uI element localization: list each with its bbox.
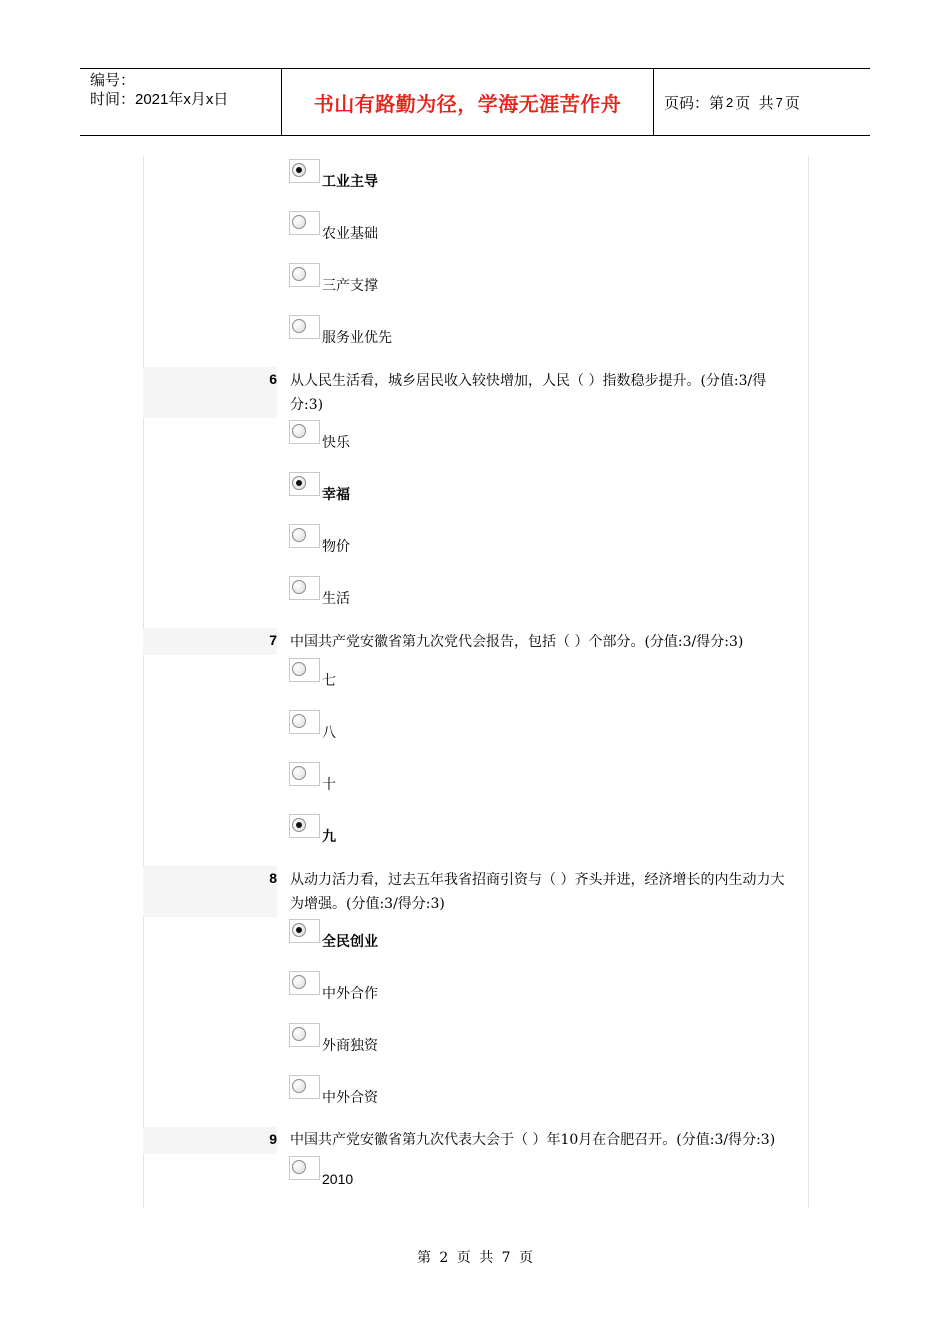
radio-button-icon[interactable]	[292, 215, 306, 229]
option-label: 物价	[322, 539, 350, 555]
radio-box	[289, 576, 320, 600]
page-current: 2	[726, 94, 734, 110]
radio-button-icon[interactable]	[292, 476, 306, 490]
question-text-line: 中国共产党安徽省第九次党代会报告，包括（ ）个部分。(分值:3/得分:3)	[290, 634, 744, 650]
option-label: 九	[322, 829, 336, 845]
radio-button-icon[interactable]	[292, 528, 306, 542]
option-label: 中外合资	[322, 1090, 378, 1106]
option-row[interactable]	[289, 762, 689, 796]
option-row[interactable]	[289, 971, 689, 1005]
option-label: 三产支撑	[322, 278, 378, 294]
number-label: 编号：	[90, 72, 136, 89]
question-text-line: 为增强。(分值:3/得分:3)	[290, 896, 445, 912]
question-text	[290, 630, 800, 654]
question-number: 6	[269, 371, 277, 387]
option-label: 农业基础	[322, 226, 378, 242]
radio-box	[289, 971, 320, 995]
option-row[interactable]	[289, 211, 689, 245]
radio-button-icon[interactable]	[292, 580, 306, 594]
option-row[interactable]	[289, 263, 689, 297]
radio-box	[289, 919, 320, 943]
header-motto: 书山有路勤为径，学海无涯苦作舟	[313, 91, 622, 116]
option-row[interactable]	[289, 472, 689, 506]
radio-box	[289, 159, 320, 183]
radio-box	[289, 263, 320, 287]
radio-button-icon[interactable]	[292, 766, 306, 780]
option-row[interactable]	[289, 420, 689, 454]
option-row[interactable]	[289, 159, 689, 193]
radio-box	[289, 1023, 320, 1047]
header-motto-cell	[282, 69, 654, 135]
option-row[interactable]	[289, 1075, 689, 1109]
page-total: 7	[775, 94, 783, 110]
radio-box	[289, 420, 320, 444]
question-text-line: 中国共产党安徽省第九次代表大会于（ ）年10月在合肥召开。(分值:3/得分:3)	[290, 1132, 776, 1148]
radio-box	[289, 315, 320, 339]
radio-button-icon[interactable]	[292, 267, 306, 281]
page-footer: 第 2 页 共 7 页	[416, 1250, 534, 1266]
page-prefix: 页码：第	[664, 94, 725, 112]
option-row[interactable]	[289, 814, 689, 848]
option-label: 服务业优先	[322, 330, 392, 346]
radio-box	[289, 710, 320, 734]
option-label: 七	[322, 673, 336, 689]
question-number: 7	[269, 632, 277, 648]
option-label: 十	[322, 777, 336, 793]
option-label: 幸福	[322, 487, 350, 503]
question-text-line: 从人民生活看，城乡居民收入较快增加，人民（ ）指数稳步提升。(分值:3/得	[290, 373, 767, 389]
question-text	[290, 868, 800, 916]
option-row[interactable]	[289, 315, 689, 349]
page-mid: 页 共	[735, 94, 774, 112]
option-row[interactable]	[289, 576, 689, 610]
page-suffix: 页	[784, 94, 800, 112]
radio-button-icon[interactable]	[292, 163, 306, 177]
radio-button-icon[interactable]	[292, 975, 306, 989]
radio-box	[289, 472, 320, 496]
option-row[interactable]	[289, 1023, 689, 1057]
option-label: 2010	[322, 1171, 354, 1187]
radio-button-icon[interactable]	[292, 1079, 306, 1093]
radio-button-icon[interactable]	[292, 319, 306, 333]
page-header	[80, 68, 870, 136]
question-text	[290, 369, 800, 417]
question-number: 8	[269, 870, 277, 886]
radio-button-icon[interactable]	[292, 923, 306, 937]
option-label: 八	[322, 725, 336, 741]
option-row[interactable]	[289, 524, 689, 558]
radio-button-icon[interactable]	[292, 662, 306, 676]
option-row[interactable]	[289, 1156, 689, 1190]
question-number: 9	[269, 1131, 277, 1147]
radio-box	[289, 1075, 320, 1099]
radio-button-icon[interactable]	[292, 714, 306, 728]
radio-box	[289, 211, 320, 235]
option-label: 工业主导	[322, 174, 378, 190]
radio-button-icon[interactable]	[292, 1160, 306, 1174]
radio-box	[289, 814, 320, 838]
option-label: 中外合作	[322, 986, 378, 1002]
option-row[interactable]	[289, 658, 689, 692]
time-label: 时间：2021年x月x日	[90, 91, 229, 108]
question-text	[290, 1128, 800, 1152]
radio-box	[289, 762, 320, 786]
radio-box	[289, 658, 320, 682]
question-text-line: 分:3)	[290, 397, 324, 413]
option-label: 快乐	[322, 435, 350, 451]
option-label: 外商独资	[322, 1038, 378, 1054]
radio-button-icon[interactable]	[292, 818, 306, 832]
question-text-line: 从动力活力看，过去五年我省招商引资与（ ）齐头并进，经济增长的内生动力大	[290, 872, 785, 888]
header-meta	[80, 69, 282, 135]
option-label: 全民创业	[322, 934, 378, 950]
option-row[interactable]	[289, 710, 689, 744]
header-page-info	[654, 69, 870, 135]
option-row[interactable]	[289, 919, 689, 953]
option-label: 生活	[322, 591, 350, 607]
radio-box	[289, 524, 320, 548]
radio-button-icon[interactable]	[292, 1027, 306, 1041]
radio-box	[289, 1156, 320, 1180]
radio-button-icon[interactable]	[292, 424, 306, 438]
